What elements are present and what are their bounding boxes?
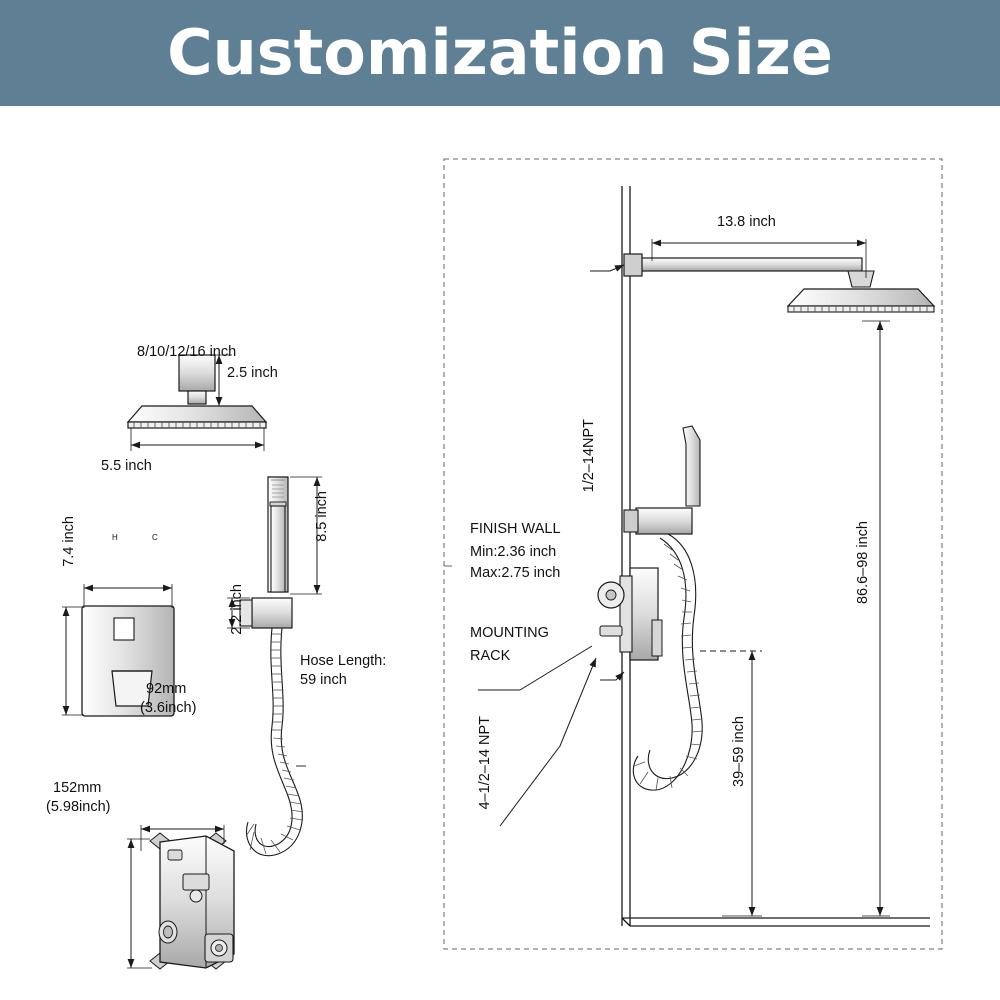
label-mounting-rack-line1: MOUNTING xyxy=(470,625,549,641)
label-inlet-thread: 1/2–14NPT xyxy=(581,419,597,493)
label-trim-width: 5.5 inch xyxy=(101,458,152,474)
label-mounting-thread: 4–1/2–14 NPT xyxy=(477,716,493,810)
label-finish-wall-max: Max:2.75 inch xyxy=(470,565,561,581)
label-hot-mark: H xyxy=(112,533,118,542)
label-arm-length: 13.8 inch xyxy=(717,214,776,230)
label-valve-width-mm: 92mm xyxy=(146,681,187,697)
label-trim-height: 7.4 inch xyxy=(61,516,77,567)
label-overall-height: 86.6–98 inch xyxy=(855,521,871,605)
header-banner xyxy=(0,0,1000,106)
label-finish-wall-min: Min:2.36 inch xyxy=(470,544,557,560)
label-slide-range: 39–59 inch xyxy=(731,716,747,787)
rough-in-valve-drawing xyxy=(127,825,234,969)
label-valve-height-inch: (5.98inch) xyxy=(46,799,111,815)
label-hand-shower-bracket: 2.2 inch xyxy=(229,584,245,635)
label-shower-head-width: 8/10/12/16 inch xyxy=(137,344,237,360)
label-valve-height-mm: 152mm xyxy=(53,780,102,796)
label-cold-mark: C xyxy=(152,533,158,542)
diagram-canvas xyxy=(0,106,1000,1000)
label-mounting-rack-line2: RACK xyxy=(470,648,511,664)
label-hand-shower-length: 8.5 inch xyxy=(314,491,330,542)
page-title: Customization Size xyxy=(167,16,833,89)
label-valve-width-inch: (3.6inch) xyxy=(140,700,197,716)
label-shower-head-height: 2.5 inch xyxy=(227,365,278,381)
label-hose-length-line1: Hose Length: xyxy=(300,653,387,669)
label-hose-length-line2: 59 inch xyxy=(300,672,347,688)
label-finish-wall-title: FINISH WALL xyxy=(470,521,561,537)
